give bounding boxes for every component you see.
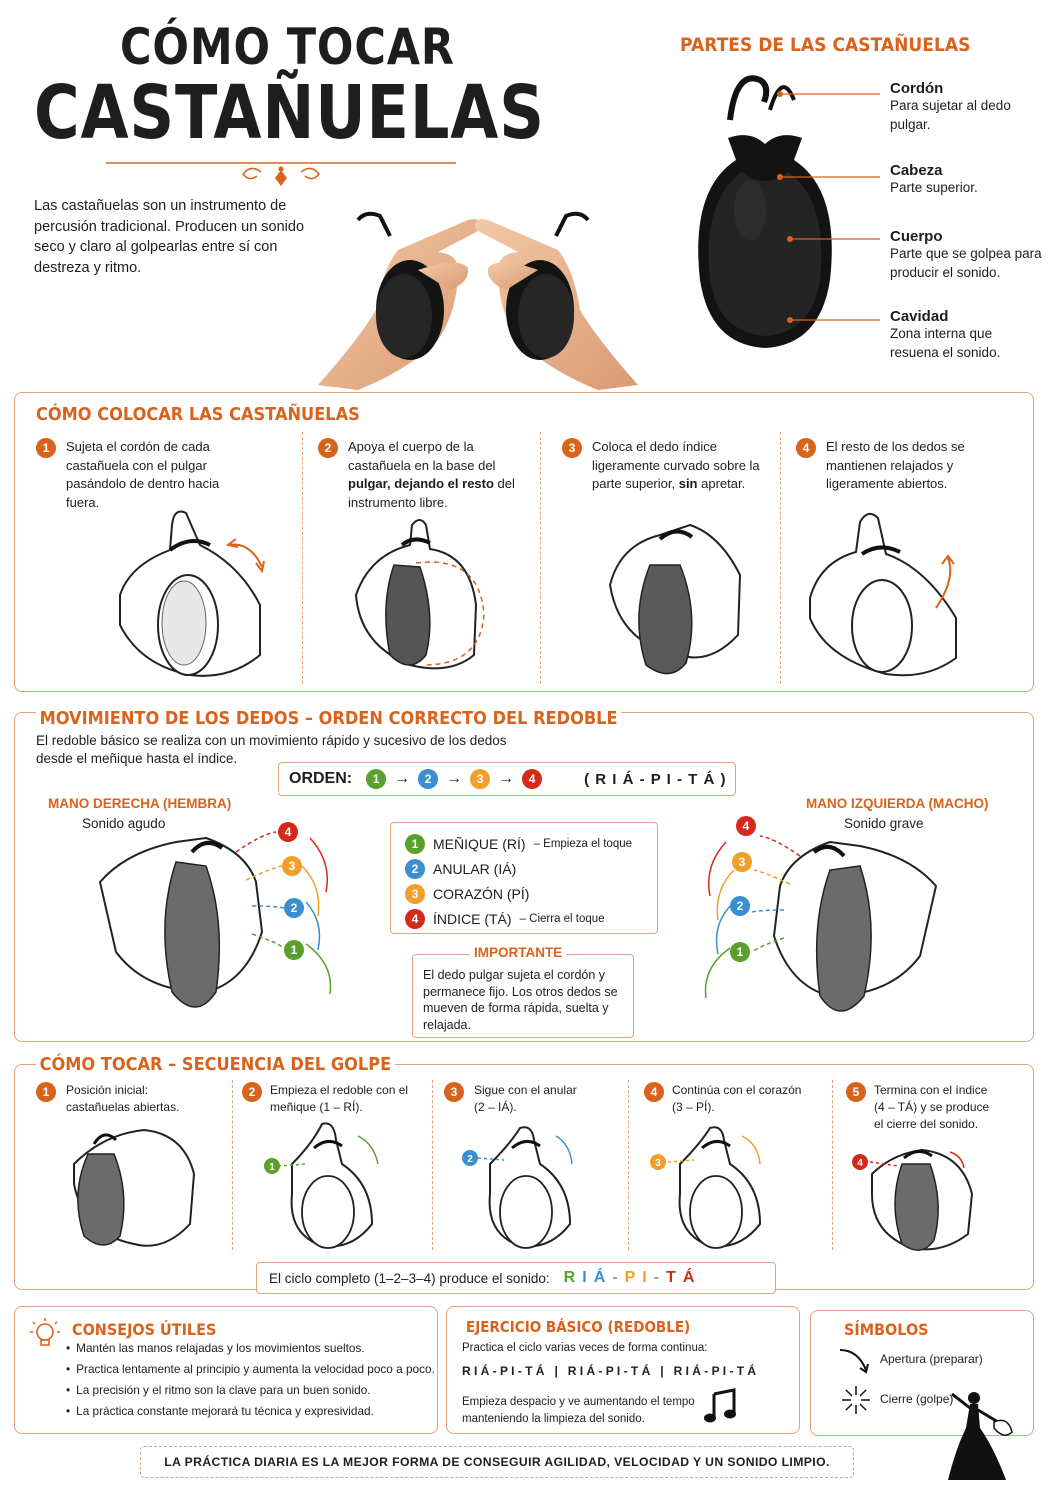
intro-text: Las castañuelas son un instrumento de percusión tradicional. Producen un sonido seco y claro al golpearlas entre sí con destreza y ritmo. bbox=[34, 198, 305, 276]
left-hand-finger-movement bbox=[690, 816, 940, 1026]
finger-1: 1 MEÑIQUE (RÍ) – Empieza el toque bbox=[405, 831, 657, 856]
placement-illustration-4 bbox=[806, 508, 976, 678]
svg-text:3: 3 bbox=[655, 1158, 661, 1169]
music-note-icon bbox=[704, 1388, 738, 1424]
svg-text:4: 4 bbox=[857, 1158, 863, 1169]
symbol-label-apertura: Apertura (preparar) bbox=[880, 1352, 983, 1366]
fingers-legend bbox=[390, 822, 658, 934]
placement-step-2: 2 Apoya el cuerpo de la castañuela en la base del pulgar, dejando el resto del instrumento libre. bbox=[318, 438, 528, 512]
right-hand-finger-movement bbox=[96, 822, 346, 1032]
svg-text:4: 4 bbox=[284, 825, 292, 839]
order-box: ORDEN: 1 → 2 → 3 → 4 ( R I Á - P I - T Á ) bbox=[278, 762, 736, 796]
part-cordon: Cordón Para sujetar al dedo pulgar. bbox=[890, 80, 1011, 132]
important-title: IMPORTANTE bbox=[470, 945, 566, 960]
svg-text:2: 2 bbox=[736, 899, 744, 913]
svg-text:1: 1 bbox=[290, 943, 298, 957]
burst-icon bbox=[842, 1386, 870, 1414]
svg-text:3: 3 bbox=[288, 859, 296, 873]
symbols-title: SÍMBOLOS bbox=[844, 1320, 929, 1339]
sequence-illustration-1 bbox=[64, 1124, 204, 1254]
sequence-title: CÓMO TOCAR – SECUENCIA DEL GOLPE bbox=[36, 1054, 395, 1075]
sequence-step-3: 3 Sigue con el anular (2 – IÁ). bbox=[444, 1082, 614, 1116]
placement-title: CÓMO COLOCAR LAS CASTAÑUELAS bbox=[36, 404, 360, 425]
finger-3: 3 CORAZÓN (PÍ) bbox=[405, 881, 657, 906]
placement-step-4: 4 El resto de los dedos se mantienen relajados y ligeramente abiertos. bbox=[796, 438, 996, 494]
curved-arrow-icon bbox=[838, 1346, 872, 1376]
tip-item: • La práctica constante mejorará tu técnica y expresividad. bbox=[66, 1401, 436, 1422]
part-cavidad: Cavidad Zona interna que resuena el sonido. bbox=[890, 308, 1001, 360]
tip-item: • La precisión y el ritmo son la clave para un buen sonido. bbox=[66, 1380, 436, 1401]
important-box: El dedo pulgar sujeta el cordón y permanece fijo. Los otros dedos se mueven de forma rápida, suelta y relajada. bbox=[412, 954, 634, 1038]
left-hand-title: MANO IZQUIERDA (MACHO) bbox=[806, 796, 989, 811]
placement-step-1: 1 Sujeta el cordón de cada castañuela con el pulgar pasándolo de dentro hacia fuera. bbox=[36, 438, 286, 512]
finger-4: 4 ÍNDICE (TÁ) – Cierra el toque bbox=[405, 906, 657, 931]
svg-text:3: 3 bbox=[738, 855, 746, 869]
title-line-1: CÓMO TOCAR bbox=[120, 18, 455, 76]
placement-illustration-3 bbox=[600, 515, 750, 675]
exercise-title: EJERCICIO BÁSICO (REDOBLE) bbox=[466, 1318, 691, 1336]
sequence-step-2: 2 Empieza el redoble con el meñique (1 – RÍ). bbox=[242, 1082, 422, 1116]
svg-text:1: 1 bbox=[736, 945, 744, 959]
lightbulb-icon bbox=[30, 1318, 60, 1352]
svg-text:2: 2 bbox=[467, 1154, 473, 1165]
ornament-divider bbox=[106, 150, 456, 192]
sequence-illustration-3 bbox=[460, 1124, 590, 1254]
left-hand-sub: Sonido grave bbox=[844, 816, 924, 831]
tip-item: • Practica lentamente al principio y aumenta la velocidad poco a poco. bbox=[66, 1359, 436, 1380]
symbol-label-cierre: Cierre (golpe) bbox=[880, 1392, 954, 1406]
sequence-step-4: 4 Continúa con el corazón (3 – PÍ). bbox=[644, 1082, 824, 1116]
hands-holding-castanets-illustration bbox=[318, 190, 638, 390]
placement-step-3: 3 Coloca el dedo índice ligeramente curvado sobre la parte superior, sin apretar. bbox=[562, 438, 772, 494]
tips-title: CONSEJOS ÚTILES bbox=[72, 1320, 217, 1339]
footer-banner bbox=[140, 1446, 854, 1478]
svg-text:2: 2 bbox=[290, 901, 298, 915]
exercise-intro: Practica el ciclo varias veces de forma continua: bbox=[462, 1342, 708, 1354]
title-line-2: CASTAÑUELAS bbox=[34, 70, 545, 156]
sequence-step-5: 5 Termina con el índice (4 – TÁ) y se produce el cierre del sonido. bbox=[846, 1082, 1026, 1133]
sequence-illustration-2 bbox=[262, 1124, 392, 1254]
cycle-box: El ciclo completo (1–2–3–4) produce el sonido: RIÁ-PI-TÁ bbox=[256, 1262, 776, 1294]
parts-title: PARTES DE LAS CASTAÑUELAS bbox=[680, 34, 971, 56]
svg-text:4: 4 bbox=[742, 819, 750, 833]
sequence-illustration-5 bbox=[852, 1134, 982, 1254]
exercise-pattern: R I Á - P I - T Á | R I Á - P I - T Á | R I Á - P I - T Á bbox=[462, 1364, 757, 1378]
sequence-illustration-4 bbox=[650, 1124, 780, 1254]
svg-text:1: 1 bbox=[269, 1162, 275, 1173]
part-cabeza: Cabeza Parte superior. bbox=[890, 162, 978, 195]
placement-illustration-2 bbox=[350, 515, 500, 675]
right-hand-title: MANO DERECHA (HEMBRA) bbox=[48, 796, 232, 811]
tip-item: • Mantén las manos relajadas y los movimientos sueltos. bbox=[66, 1338, 436, 1359]
right-hand-sub: Sonido agudo bbox=[82, 816, 166, 831]
flamenco-dancer-illustration bbox=[946, 1388, 1016, 1484]
movement-desc: El redoble básico se realiza con un movimiento rápido y sucesivo de los dedos desde el meñique hasta el índice. bbox=[36, 733, 507, 766]
exercise-tip: Empieza despacio y ve aumentando el tempo manteniendo la limpieza del sonido. bbox=[462, 1396, 695, 1425]
parts-leader-lines bbox=[770, 80, 890, 330]
movement-title: MOVIMIENTO DE LOS DEDOS – ORDEN CORRECTO DEL REDOBLE bbox=[36, 708, 621, 729]
tips-list bbox=[66, 1338, 436, 1422]
part-cuerpo: Cuerpo Parte que se golpea para producir el sonido. bbox=[890, 228, 1042, 280]
sequence-step-1: 1 Posición inicial: castañuelas abiertas. bbox=[36, 1082, 226, 1116]
finger-2: 2 ANULAR (IÁ) bbox=[405, 856, 657, 881]
placement-illustration-1 bbox=[110, 505, 280, 680]
footer-text: LA PRÁCTICA DIARIA ES LA MEJOR FORMA DE CONSEGUIR AGILIDAD, VELOCIDAD Y UN SONIDO LIMPIO. bbox=[164, 1455, 830, 1469]
